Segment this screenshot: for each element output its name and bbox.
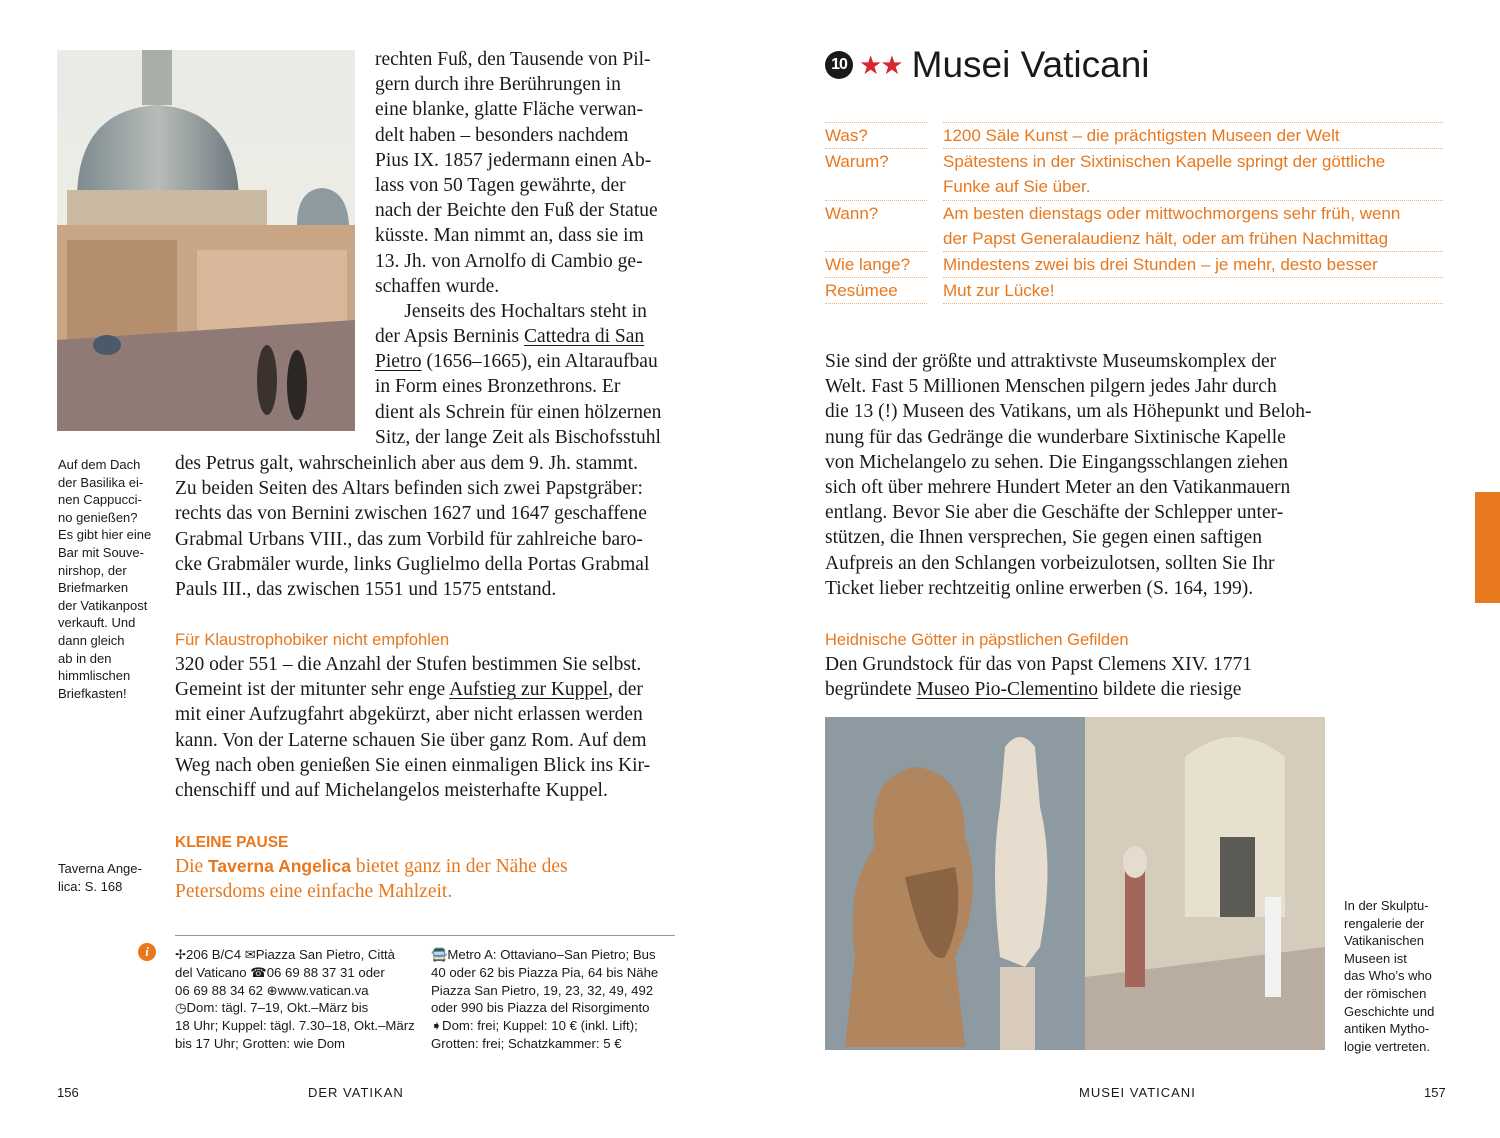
facts-table [825, 122, 1443, 304]
fact-value [943, 123, 1443, 149]
pause-pre: Die [175, 856, 209, 877]
text-segment: Grabmal Urbans VIII., das zum Vorbild für zahlreiche baro- [175, 528, 643, 550]
text-segment: lass von 50 Tagen gewährte, der [375, 174, 626, 196]
pause-restaurant-name: Taverna Angelica [208, 856, 352, 876]
text-line [175, 527, 649, 552]
section-text-right [825, 652, 1252, 702]
text-line [825, 551, 1312, 576]
fact-row [825, 149, 1443, 200]
fact-row [825, 278, 1443, 304]
body-text-narrow [375, 47, 661, 450]
sight-heading [825, 44, 1150, 86]
text-segment: Pius IX. 1857 jedermann einen Ab- [375, 149, 652, 171]
fact-label: Was? [825, 123, 927, 149]
text-line [825, 677, 1252, 702]
text-line [825, 652, 1252, 677]
text-segment: Ticket lieber rechtzeitig online erwerben (S. 164, 199). [825, 577, 1254, 599]
text-line [175, 728, 650, 753]
cross-reference-link[interactable]: Museo Pio-Clementino [916, 679, 1098, 701]
text-segment: sich oft über mehrere Hundert Meter an den Vatikanmauern [825, 476, 1291, 498]
text-line [175, 677, 650, 702]
text-segment: rechten Fuß, den Tausende von Pil- [375, 49, 651, 70]
fact-row [825, 200, 1443, 251]
section-heading-klaustrophobiker: Für Klaustrophobiker nicht empfohlen [175, 631, 450, 649]
body-text-wide [175, 451, 649, 602]
page-title: Musei Vaticani [911, 44, 1150, 85]
info-line: ◷Dom: tägl. 7–19, Okt.–März bis [175, 1000, 369, 1016]
fact-value-line: Mindestens zwei bis drei Stunden – je mehr, desto besser [943, 255, 1378, 275]
info-transport-prices [431, 946, 658, 1053]
text-line [175, 476, 649, 501]
info-line: del Vaticano ☎06 69 88 37 31 oder [175, 964, 385, 980]
text-segment: nung für das Gedränge die wunderbare Sixtinische Kapelle [825, 426, 1286, 448]
info-line: ✢206 B/C4 ✉Piazza San Pietro, Città [175, 947, 396, 962]
text-line [825, 450, 1312, 475]
text-segment: stützen, die Ihnen versprechen, Sie gegen einen saftigen [825, 527, 1262, 549]
fact-label: Warum? [825, 149, 927, 200]
cross-reference-link[interactable]: Aufstieg zur Kuppel [449, 679, 609, 701]
text-line [375, 349, 661, 374]
info-line: Grotten: frei; Schatzkammer: 5 € [431, 1035, 622, 1051]
info-address-hours [175, 946, 415, 1053]
text-line [375, 123, 661, 148]
text-line [825, 374, 1312, 399]
fact-spacer [927, 200, 943, 251]
text-segment: delt haben – besonders nachdem [375, 124, 629, 146]
text-segment: Den Grundstock für das von Papst Clemens XIV. 1771 [825, 654, 1252, 675]
text-line [175, 501, 649, 526]
text-line [375, 425, 661, 450]
fact-spacer [927, 252, 943, 278]
text-segment: (1656–1665), ein Altaraufbau [421, 351, 658, 373]
pause-label: KLEINE PAUSE [175, 834, 289, 851]
text-line [175, 552, 649, 577]
fact-row [825, 252, 1443, 278]
text-segment: Pauls III., das zwischen 1551 und 1575 entstand. [175, 578, 557, 600]
text-segment: von Michelangelo zu sehen. Die Eingangsschlangen ziehen [825, 451, 1288, 473]
text-segment: entlang. Bevor Sie aber die Geschäfte der Schlepper unter- [825, 502, 1284, 524]
text-line [825, 349, 1312, 374]
text-segment: nach der Beichte den Fuß der Statue [375, 200, 658, 222]
text-segment: eine blanke, glatte Fläche verwan- [375, 99, 644, 121]
fact-value [943, 278, 1443, 304]
fact-value-line: Am besten dienstags oder mittwochmorgens sehr früh, wenn [943, 203, 1401, 223]
text-line [175, 577, 649, 602]
text-segment: schaffen wurde. [375, 275, 500, 297]
text-segment: Zu beiden Seiten des Altars befinden sich zwei Papstgräber: [175, 478, 643, 500]
text-segment: bildete die riesige [1097, 679, 1242, 701]
pause-text [175, 854, 568, 904]
info-line: 18 Uhr; Kuppel: tägl. 7.30–18, Okt.–März [175, 1018, 415, 1034]
fact-value [943, 200, 1443, 251]
text-segment: küsste. Man nimmt an, dass sie im [375, 225, 644, 247]
text-segment: Weg nach oben genießen Sie einen einmaligen Blick ins Kir- [175, 754, 651, 776]
text-line [175, 778, 650, 803]
text-line [375, 97, 661, 122]
text-line [825, 399, 1312, 424]
fact-label: Resümee [825, 278, 927, 304]
fact-spacer [927, 278, 943, 304]
text-segment: Sitz, der lange Zeit als Bischofsstuhl [375, 426, 661, 448]
section-text [175, 652, 650, 803]
text-line [375, 72, 661, 97]
text-segment: die 13 (!) Museen des Vatikans, um als Höhepunkt und Beloh- [825, 401, 1312, 423]
sculpture-gallery-photo [825, 717, 1325, 1050]
sight-number-badge: 10 [825, 51, 853, 79]
text-segment: , der [608, 679, 643, 701]
text-line [375, 324, 661, 349]
section-heading-goetter: Heidnische Götter in päpstlichen Gefilden [825, 631, 1129, 649]
text-line [375, 223, 661, 248]
fact-value-line: Spätestens in der Sixtinischen Kapelle springt der göttliche [943, 152, 1386, 172]
fact-value-line: der Papst Generalaudienz hält, oder am frühen Nachmittag [943, 228, 1389, 248]
text-segment: Gemeint ist der mitunter sehr enge [175, 679, 450, 701]
pause-post: bietet ganz in der Nähe des [351, 856, 568, 877]
pause-side-note: Taverna Ange- lica: S. 168 [58, 861, 142, 894]
fact-label: Wann? [825, 200, 927, 251]
text-segment: Welt. Fast 5 Millionen Menschen pilgern jedes Jahr durch [825, 376, 1277, 398]
text-line [825, 525, 1312, 550]
text-segment: in Form eines Bronzethrons. Er [375, 376, 621, 398]
dome-photo-caption: Auf dem Dach der Basilika ei- nen Cappucci- no genießen? Es gibt hier eine Bar mit Souve- nirshop, der Briefmarken der Vatikanpost verkauft. Und dann gleich ab in den himmlischen Briefkasten! [58, 457, 152, 701]
cross-reference-link[interactable]: Cattedra di San [523, 326, 645, 348]
info-line: 40 oder 62 bis Piazza Pia, 64 bis Nähe [431, 964, 659, 980]
fact-spacer [927, 149, 943, 200]
info-icon [138, 943, 156, 961]
text-segment: 320 oder 551 – die Anzahl der Stufen bestimmen Sie selbst. [175, 654, 642, 675]
fact-value-line: Mut zur Lücke! [943, 281, 1055, 301]
star-rating-icon: ★★ [859, 49, 902, 80]
fact-value [943, 149, 1443, 200]
fact-value-line: Funke auf Sie über. [943, 177, 1091, 197]
text-segment: 13. Jh. von Arnolfo di Cambio ge- [375, 250, 643, 272]
text-segment: kann. Von der Laterne schauen Sie über ganz Rom. Auf dem [175, 729, 647, 751]
text-line [375, 148, 661, 173]
text-segment: Jenseits des Hochaltars steht in [375, 300, 647, 322]
text-line [375, 299, 661, 324]
info-line: ➧Dom: frei; Kuppel: 10 € (inkl. Lift); [431, 1018, 638, 1034]
text-segment: gern durch ihre Berührungen in [375, 74, 621, 96]
info-line: 06 69 88 34 62 ⊕www.vatican.va [175, 982, 369, 998]
fact-row [825, 123, 1443, 149]
text-segment: Sie sind der größte und attraktivste Museumskomplex der [825, 351, 1277, 372]
intro-text [825, 349, 1312, 601]
fact-label: Wie lange? [825, 252, 927, 278]
info-divider [175, 935, 675, 936]
fact-value-line: 1200 Säle Kunst – die prächtigsten Museen der Welt [943, 126, 1340, 145]
text-line [175, 451, 649, 476]
pause-line-2: Petersdoms eine einfache Mahlzeit. [175, 881, 453, 903]
page-number-left: 156 [57, 1085, 79, 1100]
text-line [825, 500, 1312, 525]
text-line [825, 475, 1312, 500]
running-head-left: DER VATIKAN [308, 1085, 404, 1100]
chapter-tab-marker [1475, 492, 1500, 603]
text-segment: cke Grabmäler wurde, links Guglielmo della Portas Grabmal [175, 553, 650, 575]
text-segment: begründete [825, 679, 917, 701]
text-line [375, 198, 661, 223]
text-line [375, 249, 661, 274]
text-line [175, 652, 650, 677]
text-line [825, 425, 1312, 450]
text-line [175, 702, 650, 727]
text-line [375, 374, 661, 399]
text-segment: dient als Schrein für einen hölzernen [375, 401, 662, 423]
fact-spacer [927, 123, 943, 149]
info-icon-glyph: i [145, 944, 149, 959]
info-line: bis 17 Uhr; Grotten: wie Dom [175, 1035, 346, 1051]
text-segment: rechts das von Bernini zwischen 1627 und 1647 geschaffene [175, 503, 647, 525]
info-line: Piazza San Pietro, 19, 23, 32, 49, 492 [431, 982, 654, 998]
text-line [375, 274, 661, 299]
text-segment: des Petrus galt, wahrscheinlich aber aus dem 9. Jh. stammt. [175, 453, 639, 474]
text-line [375, 47, 661, 72]
text-segment: der Apsis Berninis [375, 326, 524, 348]
page-number-right: 157 [1424, 1085, 1446, 1100]
st-peters-dome-photo [57, 50, 355, 431]
info-line: 🚍Metro A: Ottaviano–San Pietro; Bus [431, 947, 656, 962]
fact-value [943, 252, 1443, 278]
sculpture-photo-caption: In der Skulptu- rengalerie der Vatikanischen Museen ist das Who’s who der römischen Geschichte und antiken Mytho- logie vertreten. [1344, 898, 1435, 1054]
text-line [825, 576, 1312, 601]
text-segment: mit einer Aufzugfahrt abgekürzt, aber nicht erlassen werden [175, 704, 643, 726]
text-line [375, 400, 661, 425]
text-line [375, 173, 661, 198]
text-segment: Aufpreis an den Schlangen vorbeizulotsen, sollten Sie Ihr [825, 552, 1275, 574]
text-segment: chenschiff und auf Michelangelos meisterhafte Kuppel. [175, 779, 608, 801]
text-line [175, 753, 650, 778]
cross-reference-link[interactable]: Pietro [375, 351, 422, 373]
running-head-right: MUSEI VATICANI [1079, 1085, 1196, 1100]
info-line: oder 990 bis Piazza del Risorgimento [431, 1000, 650, 1016]
